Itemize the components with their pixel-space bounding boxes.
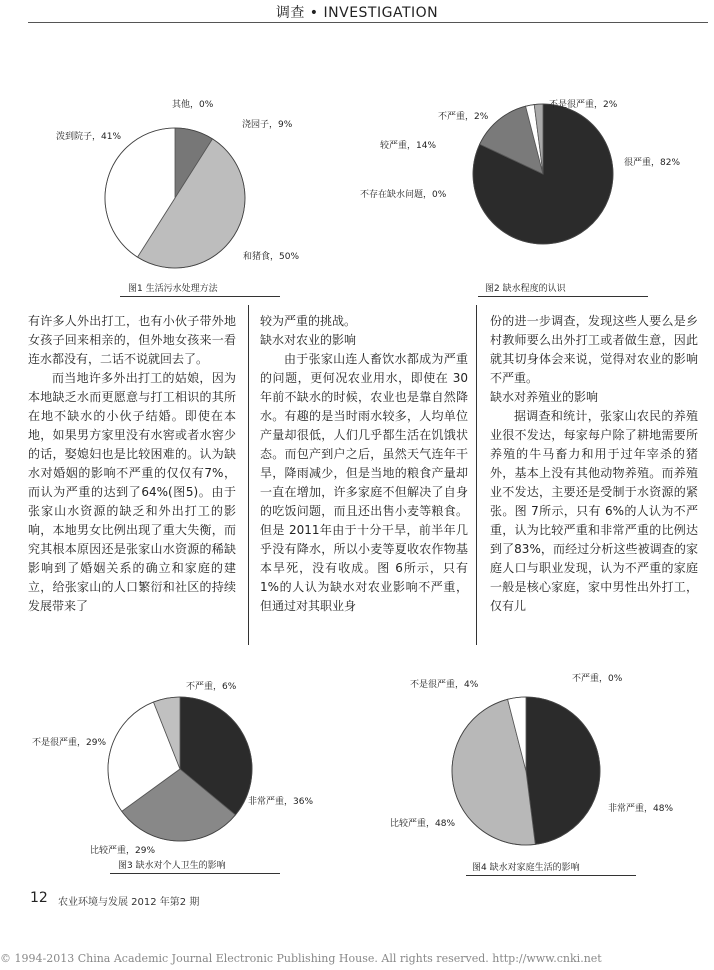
chart-1-label-pigfeed: 和猪食，50% <box>243 252 300 262</box>
chart-4-label-notvery: 不是很严重，4% <box>410 680 479 690</box>
journal-issue: 农业环境与发展 2012 年第2 期 <box>58 897 200 908</box>
chart-3-label-severe: 非常严重，36% <box>248 797 314 807</box>
chart-2-label-very: 很严重，82% <box>624 158 681 168</box>
chart-1 <box>40 90 320 305</box>
chart-4-label-notsevere: 不严重，0% <box>572 674 623 684</box>
chart-4-label-severe: 非常严重，48% <box>608 804 674 814</box>
chart-1-caption-rule <box>120 296 280 297</box>
chart-4-caption-rule <box>466 875 636 876</box>
paragraph: 由于张家山连人畜饮水都成为严重的问题，更何况农业用水，即使在 30年前不缺水的时候，农业也是靠自然降水。有趣的是当时雨水较多，人均单位产量却很低，人们几乎都生活在饥饿状态。而包产到户之后，虽然天气连年干旱，降雨减少，但是当地的粮食产量却一直在增加，许多家庭不但解决了自身的吃饭问题，而且还出售小麦等粮食。但是 2011年由于十分干旱，前半年几乎没有降水，所以小麦等夏收农作物基本旱死，没有收成。图 6所示，只有 1%的人认为缺水对农业影响不严重，但通过对其职业身 <box>260 352 468 613</box>
section-heading: 缺水对农业的影响 <box>260 333 357 347</box>
section-heading: 缺水对养殖业的影响 <box>490 390 599 404</box>
chart-3-label-rather: 比较严重，29% <box>90 846 156 856</box>
page-header-title: 调查 • INVESTIGATION <box>275 5 439 21</box>
chart-4-caption: 图4 缺水对家庭生活的影响 <box>472 863 580 873</box>
chart-4-label-rather: 比较严重，48% <box>390 819 456 829</box>
chart-2-label-notvery: 不是很严重，2% <box>549 100 618 110</box>
chart-4 <box>390 670 690 870</box>
chart-2-label-none: 不存在缺水问题，0% <box>360 190 447 200</box>
column-left <box>28 312 236 616</box>
chart-3-label-notsevere: 不严重，6% <box>186 682 237 692</box>
chart-1-caption: 图1 生活污水处理方法 <box>128 284 218 294</box>
paragraph: 有许多人外出打工，也有小伙子带外地女孩子回来相亲的，但外地女孩来一看连水都没有，二话不说就回去了。 <box>28 314 236 366</box>
column-divider-2 <box>476 305 477 645</box>
chart-4-pie <box>390 670 690 870</box>
chart-2-caption-rule <box>478 296 648 297</box>
chart-1-label-other: 其他，0% <box>172 100 214 110</box>
chart-1-label-yard: 泼到院子，41% <box>56 132 122 142</box>
paragraph: 较为严重的挑战。 <box>260 314 357 328</box>
header-divider <box>28 22 708 23</box>
paragraph: 份的进一步调查，发现这些人要么是乡村教师要么出外打工或者做生意，因此就其切身体会来说，觉得对农业的影响不严重。 <box>490 314 698 385</box>
chart-3-pie <box>30 670 330 870</box>
chart-3-caption: 图3 缺水对个人卫生的影响 <box>118 861 226 871</box>
chart-2-label-rather: 较严重，14% <box>380 141 437 151</box>
chart-3-caption-rule <box>110 873 280 874</box>
page-number: 12 <box>30 890 48 906</box>
chart-3 <box>30 670 330 870</box>
pie-slice <box>526 697 600 844</box>
paragraph: 据调查和统计，张家山农民的养殖业很不发达，每家每户除了耕地需要所养殖的牛马畜力和用于过年宰杀的猪外，基本上没有其他动物养殖。而养殖业不发达，主要还是受制于水资源的紧张。图 7所示，只有 6%的人认为不严重，认为比较严重和非常严重的比例达到了83%，而经过分析这些被调查的家庭人口与职业发现，认为不严重的家庭一般是核心家庭，家中男性出外打工，仅有儿 <box>490 409 698 613</box>
chart-2-caption: 图2 缺水程度的认识 <box>485 284 566 294</box>
chart-3-label-notvery: 不是很严重，29% <box>32 738 107 748</box>
column-right <box>490 312 698 616</box>
chart-2-label-notsevere: 不严重，2% <box>438 112 489 122</box>
paragraph: 而当地许多外出打工的姑娘，因为本地缺乏水而更愿意与打工相识的其所在地不缺水的小伙子结婚。即使在本地，如果男方家里没有水窖或者水窖少的话，娶媳妇也是比较困难的。认为缺水对婚姻的影响不严重的仅仅有7%，而认为严重的达到了64%(图5)。由于张家山水资源的缺乏和外出打工的影响，本地男女比例出现了重大失衡，而究其根本原因还是张家山水资源的稀缺影响到了婚姻关系的确立和家庭的建立，给张家山的人口繁衍和社区的持续发展带来了 <box>28 371 236 613</box>
column-middle <box>260 312 468 616</box>
chart-2 <box>360 90 688 305</box>
chart-1-label-garden: 浇园子，9% <box>242 120 293 130</box>
copyright-notice: © 1994-2013 China Academic Journal Electronic Publishing House. All rights reserved. http://www.cnki.net <box>0 952 602 965</box>
column-divider-1 <box>248 305 249 645</box>
